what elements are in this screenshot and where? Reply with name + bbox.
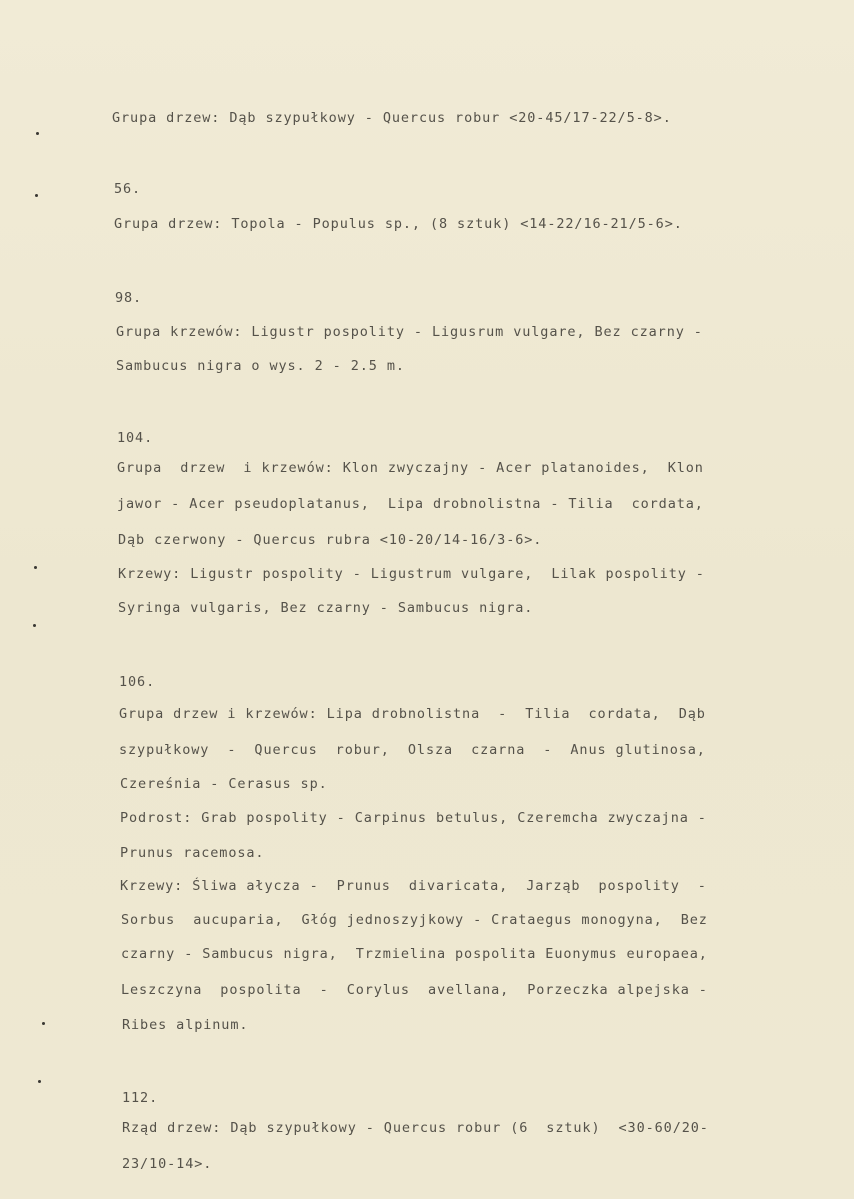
scan-speck	[36, 132, 39, 135]
entry-number: 104.	[117, 430, 154, 446]
entry-number: 98.	[115, 290, 143, 306]
entry-number: 56.	[114, 181, 142, 197]
scan-speck	[33, 624, 36, 627]
scan-speck	[34, 566, 37, 569]
scan-speck	[35, 194, 38, 197]
text-line: Krzewy: Ligustr pospolity - Ligustrum vulgare, Lilak pospolity -	[118, 566, 705, 582]
text-line: Sorbus aucuparia, Głóg jednoszyjkowy - Crataegus monogyna, Bez	[121, 912, 708, 928]
text-line: Grupa drzew: Dąb szypułkowy - Quercus robur <20-45/17-22/5-8>.	[112, 110, 672, 126]
text-line: szypułkowy - Quercus robur, Olsza czarna - Anus glutinosa,	[119, 742, 706, 758]
text-line: Dąb czerwony - Quercus rubra <10-20/14-16/3-6>.	[118, 532, 543, 548]
text-line: Sambucus nigra o wys. 2 - 2.5 m.	[116, 358, 405, 374]
entry-number: 106.	[119, 674, 156, 690]
text-line: jawor - Acer pseudoplatanus, Lipa drobnolistna - Tilia cordata,	[117, 496, 704, 512]
text-line: Rząd drzew: Dąb szypułkowy - Quercus robur (6 sztuk) <30-60/20-	[122, 1120, 709, 1136]
text-line: Prunus racemosa.	[120, 845, 265, 861]
text-line: Grupa krzewów: Ligustr pospolity - Ligusrum vulgare, Bez czarny -	[116, 324, 703, 340]
text-line: 23/10-14>.	[122, 1156, 213, 1172]
entry-number: 112.	[122, 1090, 159, 1106]
text-line: czarny - Sambucus nigra, Trzmielina pospolita Euonymus europaea,	[121, 946, 708, 962]
text-line: Grupa drzew i krzewów: Lipa drobnolistna - Tilia cordata, Dąb	[119, 706, 706, 722]
text-line: Grupa drzew i krzewów: Klon zwyczajny - Acer platanoides, Klon	[117, 460, 704, 476]
text-line: Czereśnia - Cerasus sp.	[120, 776, 328, 792]
text-line: Ribes alpinum.	[122, 1017, 249, 1033]
text-line: Syringa vulgaris, Bez czarny - Sambucus nigra.	[118, 600, 534, 616]
text-line: Podrost: Grab pospolity - Carpinus betulus, Czeremcha zwyczajna -	[120, 810, 707, 826]
scan-speck	[38, 1080, 41, 1083]
text-line: Grupa drzew: Topola - Populus sp., (8 sztuk) <14-22/16-21/5-6>.	[114, 216, 683, 232]
scan-speck	[42, 1022, 45, 1025]
text-line: Krzewy: Śliwa ałycza - Prunus divaricata, Jarząb pospolity -	[120, 878, 707, 894]
text-line: Leszczyna pospolita - Corylus avellana, Porzeczka alpejska -	[121, 982, 708, 998]
